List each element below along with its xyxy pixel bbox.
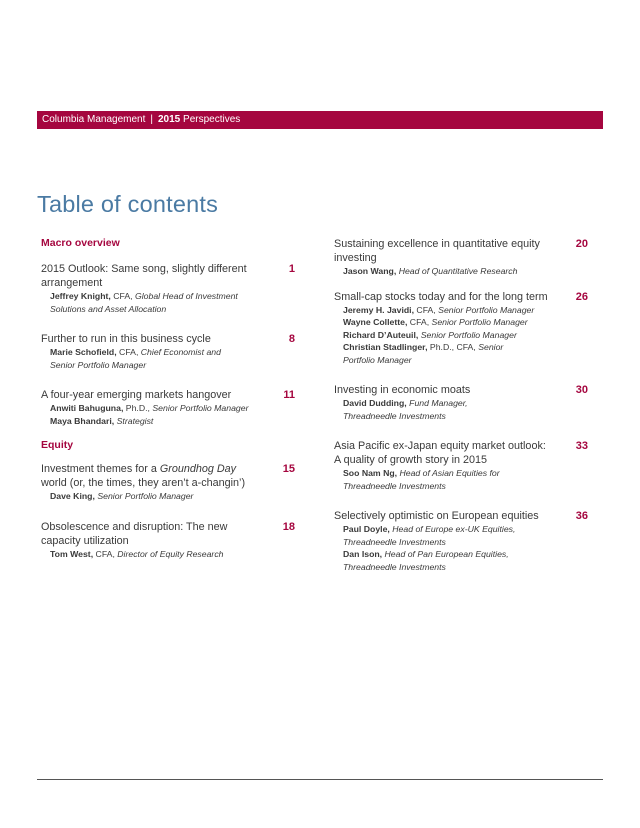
author-role-continued: Threadneedle Investments [343, 410, 446, 421]
author-role: Head of Asian Equities for [399, 468, 500, 478]
page-title: Table of contents [37, 191, 219, 217]
author-name: Maya Bhandari, [50, 415, 115, 426]
author-name: Anwiti Bahuguna, [50, 403, 124, 413]
entry-page-number[interactable]: 15 [282, 463, 295, 475]
author-role: Senior Portfolio Manager [438, 304, 535, 315]
toc-entry[interactable] [334, 237, 590, 278]
entry-title-emphasis: Groundhog Day [159, 463, 237, 475]
toc-column-left [41, 237, 297, 560]
author-role: Senior Portfolio Manager [97, 491, 194, 501]
entry-authors [334, 523, 590, 573]
author-name: Tom West, [50, 548, 94, 559]
author-credentials: Ph.D., [125, 403, 150, 413]
author-credentials: CFA, [119, 347, 139, 357]
author-credentials: Ph.D., CFA, [429, 342, 476, 352]
author-name: Soo Nam Ng, [343, 468, 398, 478]
author-role-continued: Threadneedle Investments [343, 561, 446, 572]
entry-page-number[interactable]: 8 [288, 333, 295, 345]
entry-page-number[interactable]: 36 [575, 510, 588, 522]
author-credentials: CFA, [95, 548, 115, 559]
entry-authors [41, 402, 297, 427]
author-role: Fund Manager, [409, 398, 468, 408]
author-role-continued: Threadneedle Investments [343, 480, 446, 491]
entry-page-number[interactable]: 33 [575, 440, 588, 452]
author-credentials: CFA, [416, 304, 436, 315]
author [343, 467, 590, 492]
entry-authors [334, 265, 590, 278]
author-name: Jeremy H. Javidi, [343, 304, 414, 315]
author-name: Wayne Collette, [343, 317, 408, 327]
author-name: David Dudding, [343, 398, 407, 408]
author-role-continued: Portfolio Manager [343, 354, 412, 365]
author [50, 402, 297, 415]
entry-page-number[interactable]: 20 [575, 238, 588, 250]
entry-page-number[interactable]: 1 [288, 263, 295, 275]
toc-column-right [334, 237, 590, 573]
toc-entry[interactable] [334, 509, 590, 573]
toc-entry[interactable] [334, 383, 590, 422]
brand-name: Columbia Management [42, 114, 146, 125]
author-name: Jeffrey Knight, [50, 291, 111, 301]
author-name: Dan Ison, [343, 549, 383, 559]
entry-title[interactable]: Obsolescence and disruption: The new capacity utilization [41, 520, 228, 547]
author [343, 397, 590, 422]
entry-page-number[interactable]: 26 [575, 290, 588, 303]
entry-title-part: world (or, the times, they aren’t a-changin’) [41, 477, 246, 489]
author-name: Paul Doyle, [343, 524, 390, 534]
author [343, 341, 590, 366]
footer-rule [37, 779, 603, 780]
toc-entry[interactable] [41, 520, 297, 561]
author-role: Senior [478, 342, 504, 352]
author-name: Jason Wang, [343, 266, 397, 276]
entry-authors [41, 548, 297, 561]
author-role: Director of Equity Research [117, 548, 224, 559]
author-role: Senior Portfolio Manager [431, 317, 528, 327]
entry-title[interactable]: Sustaining excellence in quantitative equity investing [334, 238, 540, 264]
entry-authors [41, 346, 297, 371]
author [50, 548, 297, 561]
author [343, 265, 590, 278]
author [50, 490, 297, 503]
author-role: Head of Europe ex-UK Equities, [392, 524, 516, 534]
author-role: Senior Portfolio Manager [420, 329, 517, 340]
author-name: Christian Stadlinger, [343, 342, 428, 352]
section-heading-equity: Equity [41, 439, 74, 451]
entry-title[interactable]: Asia Pacific ex-Japan equity market outlook: A quality of growth story in 2015 [334, 440, 546, 466]
author-role: Senior Portfolio Manager [152, 403, 249, 413]
entry-authors [41, 290, 297, 315]
section-heading-macro: Macro overview [41, 237, 120, 249]
entry-title[interactable]: A four-year emerging markets hangover [41, 389, 232, 401]
author [50, 415, 297, 428]
entry-title[interactable]: 2015 Outlook: Same song, slightly different arrangement [41, 263, 247, 289]
entry-authors [334, 467, 590, 492]
author-role-continued: Senior Portfolio Manager [50, 359, 147, 370]
author-role-continued: Threadneedle Investments [343, 536, 446, 547]
toc-entry[interactable] [41, 388, 297, 427]
author [343, 548, 590, 573]
author [343, 304, 590, 317]
author-name: Dave King, [50, 491, 95, 501]
author-role: Head of Pan European Equities, [384, 549, 509, 559]
author-role: Chief Economist and [140, 347, 221, 357]
author-role: Global Head of Investment [134, 291, 238, 301]
author-name: Marie Schofield, [50, 347, 117, 357]
author [343, 329, 590, 342]
entry-page-number[interactable]: 30 [575, 384, 588, 396]
toc-entry[interactable] [41, 462, 297, 503]
entry-title[interactable]: Selectively optimistic on European equities [334, 510, 539, 522]
header-banner [37, 111, 603, 129]
entry-page-number[interactable]: 11 [283, 389, 295, 401]
entry-title[interactable] [41, 462, 297, 490]
author [50, 346, 297, 371]
author-name: Richard D’Auteuil, [343, 329, 419, 340]
toc-entry[interactable] [41, 262, 297, 315]
entry-title[interactable]: Further to run in this business cycle [41, 333, 211, 345]
entry-authors [334, 304, 590, 367]
header-series: Perspectives [183, 114, 241, 125]
author-role-continued: Solutions and Asset Allocation [50, 303, 167, 314]
author [343, 523, 590, 548]
author-credentials: CFA, [409, 317, 430, 327]
author-credentials: CFA, [113, 291, 133, 301]
entry-title-part: Investment themes for a [41, 463, 160, 475]
entry-title[interactable]: Small-cap stocks today and for the long term [334, 290, 548, 303]
author-role: Strategist [116, 415, 154, 426]
toc-entry[interactable] [41, 332, 297, 371]
toc-entry[interactable] [334, 290, 590, 367]
entry-authors [41, 490, 297, 503]
entry-authors [334, 397, 590, 422]
author [343, 316, 590, 329]
author-role: Head of Quantitative Research [398, 266, 518, 276]
entry-page-number[interactable]: 18 [282, 520, 295, 533]
author [50, 290, 297, 315]
toc-entry[interactable] [334, 439, 590, 492]
entry-title[interactable]: Investing in economic moats [334, 384, 471, 396]
header-year: 2015 [158, 114, 181, 125]
header-separator: | [150, 114, 153, 125]
